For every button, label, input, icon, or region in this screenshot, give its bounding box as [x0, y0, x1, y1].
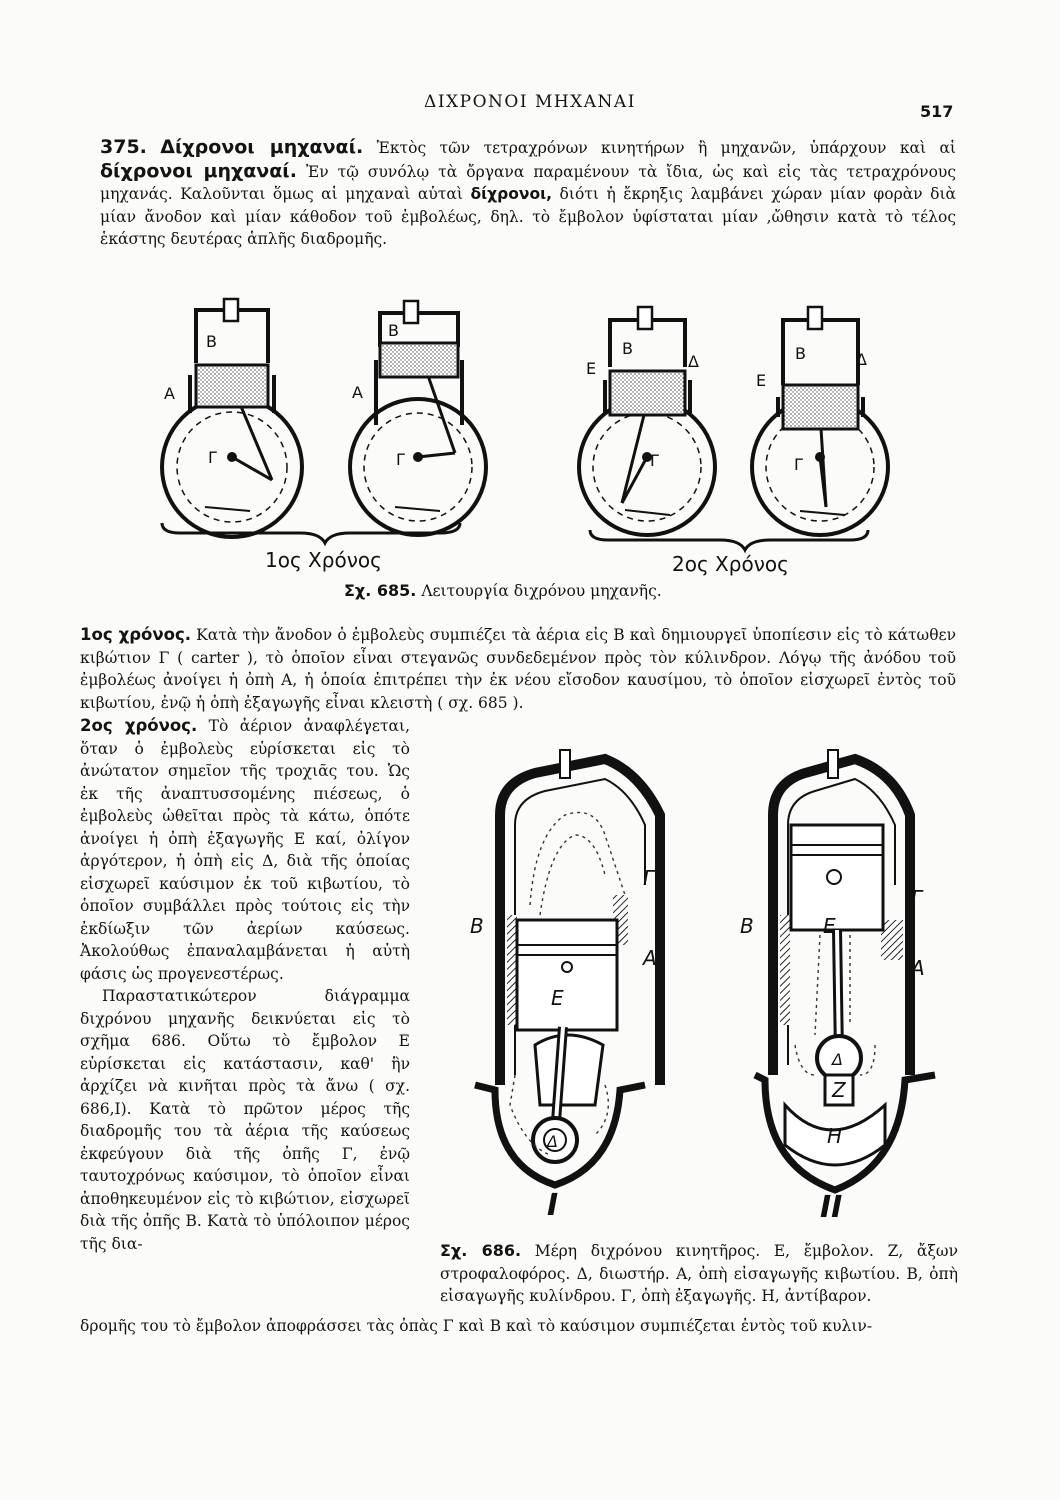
stroke-2-text: Τὸ ἀέριον ἀναφλέγεται, ὅταν ὁ ἐμβολεὺς εὑρίσκεται εἰς τὸ ἀνώτατον σημεῖον τῆς τροχιᾶς του. Ὡς ἐκ τῆς ἀναπτυσσομένης πιέσεως, ὁ ἐμβολεὺς ὠθεῖται πρὸς τὰ κάτω, ὁπότε ἀνοίγει ἡ ὀπὴ ἐξαγωγῆς Ε καί, ὀλίγον ἀργότερον, ἡ ὀπὴ εἰς Δ, διὰ τῆς ὁποίας εἰσχωρεῖ καύσιμον ἐκ τοῦ κιβωτίου, τὸ ὁποῖον συμβάλλει πρὸς τούτοις εἰς τὴν ἐκδίωξιν τῶν ἀερίων καύσεως. Ἀκολούθως ἐπαναλαμβάνεται ἡ αὐτὴ φάσις ὡς προγενεστέρως. [80, 717, 411, 983]
fig685-label-d3: Δ [688, 352, 699, 371]
fig685-label-b4: Β [795, 344, 806, 363]
fig686-engine-2-label: II [820, 1190, 843, 1225]
figure-686 [455, 745, 955, 1230]
stroke-2-label: 2ος χρόνος. [80, 716, 198, 735]
fig685-caption [344, 580, 904, 603]
intro-text-2: Ἐν τῷ συνόλῳ τὰ ὄργανα παραμένουν τὰ ἴδια, ὡς καὶ εἰς τὰς τετραχρόνους μηχανάς. Καλοῦνται ὅμως αἱ μηχαναὶ αὐταὶ [100, 162, 957, 203]
fig685-label-d4: Δ [856, 350, 867, 369]
fig685-engine-1 [162, 310, 302, 537]
fig685-label-b1: Β [206, 332, 217, 351]
fig686-caption-text: Μέρη διχρόνου κινητῆρος. Ε, ἔμβολον. Ζ, ἄξων στροφαλοφόρος. Δ, διωστήρ. Α, ὀπὴ εἰσαγωγῆς κιβωτίου. Β, ὀπὴ εἰσαγωγῆς κυλίνδρου. Γ, ὀπὴ ἐξαγωγῆς. Η, ἀντίβαρον. [440, 1242, 958, 1305]
fig685-caption-label: Σχ. 685. [344, 581, 417, 600]
fig685-label-g2: Γ [396, 450, 405, 469]
fig686-engine-1-label: I [547, 1188, 559, 1223]
fig686-label-a1: Α [643, 946, 657, 970]
fig686-label-d2: Δ [832, 1050, 843, 1069]
stroke-1-paragraph [80, 624, 956, 714]
fig685-label-g1: Γ [208, 448, 217, 467]
figure-685 [150, 285, 970, 585]
fig686-label-b1: Β [470, 914, 484, 938]
term-dichronoi-1: δίχρονοι μηχαναί. [100, 159, 297, 182]
stroke-2-paragraph [80, 715, 410, 1255]
section-intro [100, 136, 956, 251]
fig686-label-g1: Γ [643, 866, 655, 890]
section-title: Δίχρονοι μηχαναί. [160, 136, 364, 158]
diagram-paragraph: Παραστατικώτερον διάγραμμα διχρόνου μηχανῆς δεικνύεται εἰς τὸ σχῆμα 686. Οὕτω τὸ ἔμβολον Ε εὑρίσκεται εἰς κατάστασιν, καθ' ἣν ἀρχίζει νὰ κινῆται πρὸς τὰ ἄνω ( σχ. 686,Ι). Κατὰ τὸ πρῶτον μέρος τῆς διαδρομῆς του τὰ ἀέρια τῆς καύσεως ἐκφεύγουν διὰ τῆς ὀπῆς Γ, ἐνῷ ταυτοχρόνως καύσιμον, τὸ ὁποῖον εἶναι ἀποθηκευμένον εἰς τὸ κιβώτιον, εἰσχωρεῖ διὰ τῆς ὀπῆς Β. Κατὰ τὸ ὑπόλοιπον μέρος τῆς δια- [80, 987, 410, 1253]
fig685-stroke-2-label: 2ος Χρόνος [672, 552, 789, 576]
fig686-label-e1: Ε [551, 986, 564, 1010]
fig685-caption-text: Λειτουργία διχρόνου μηχανῆς. [421, 582, 662, 600]
fig686-label-a2: Α [911, 956, 925, 980]
fig686-engine-1 [475, 750, 660, 1185]
fig685-label-g4: Γ [794, 455, 803, 474]
section-number: 375. [100, 136, 147, 158]
fig686-caption [440, 1240, 958, 1308]
fig685-label-e4: Ε [756, 371, 767, 390]
fig686-label-d1: Δ [547, 1132, 558, 1151]
fig686-label-z2: Ζ [832, 1078, 846, 1102]
fig685-stroke-1-label: 1ος Χρόνος [265, 548, 382, 572]
term-dichronoi-2: δίχρονοι, [470, 185, 553, 203]
intro-text-3: διότι ἡ ἔκρηξις λαμβάνει χώραν μίαν φορὰν διὰ μίαν ἄνοδον καὶ μίαν κάθοδον τοῦ ἐμβολέως, δηλ. τὸ ἔμβολον ὑφίσταται μίαν ,ὤθησιν κατὰ τὸ τέλος ἑκάστης δευτέρας ἁπλῆς διαδρομῆς. [100, 185, 956, 248]
continuation-line: δρομῆς του τὸ ἔμβολον ἀποφράσσει τὰς ὀπὰς Γ καὶ Β καὶ τὸ καύσιμον συμπιέζεται ἐντὸς τοῦ κυλιν- [80, 1317, 873, 1335]
fig685-label-e3: Ε [586, 359, 597, 378]
fig686-engine-2 [755, 750, 935, 1190]
fig686-label-g2: Γ [911, 886, 923, 910]
fig685-label-g3: Γ [650, 451, 659, 470]
stroke-1-label: 1ος χρόνος. [80, 625, 191, 644]
running-header: ΔΙΧΡΟΝΟΙ ΜΗΧΑΝΑΙ [424, 92, 636, 112]
fig685-label-a2: Α [352, 383, 363, 402]
intro-text-1: Ἐκτὸς τῶν τετραχρόνων κινητήρων ἢ μηχανῶν, ὑπάρχουν καὶ αἱ [376, 139, 956, 157]
fig686-caption-label: Σχ. 686. [440, 1241, 522, 1260]
fig686-label-b2: Β [740, 914, 754, 938]
fig685-label-a1: Α [164, 384, 175, 403]
fig685-label-b2: Β [388, 321, 399, 340]
fig685-label-b3: Β [622, 339, 633, 358]
fig686-label-e2: Ε [823, 914, 836, 938]
stroke-1-text: Κατὰ τὴν ἄνοδον ὁ ἐμβολεὺς συμπιέζει τὰ ἀέρια εἰς Β καὶ δημιουργεῖ ὑποπίεσιν εἰς τὸ κάτωθεν κιβώτιον Γ ( carter ), τὸ ὁποῖον εἶναι στεγανῶς συνδεδεμένον πρὸς τὸν κύλινδρον. Λόγῳ τῆς ἀνόδου τοῦ ἐμβολέως ἀνοίγει ἡ ὀπὴ Α, ἡ ὁποία ἐπιτρέπει τὴν ἐκ νέου εἴσοδον καυσίμου, τὸ ὁποῖον εἰσχωρεῖ ἐντὸς τοῦ κιβωτίου, ἐνῷ ἡ ὀπὴ ἐξαγωγῆς εἶναι κλειστὴ ( σχ. 685 ). [80, 626, 956, 712]
fig686-label-h2: Η [827, 1124, 843, 1148]
page-number: 517 [920, 102, 954, 121]
